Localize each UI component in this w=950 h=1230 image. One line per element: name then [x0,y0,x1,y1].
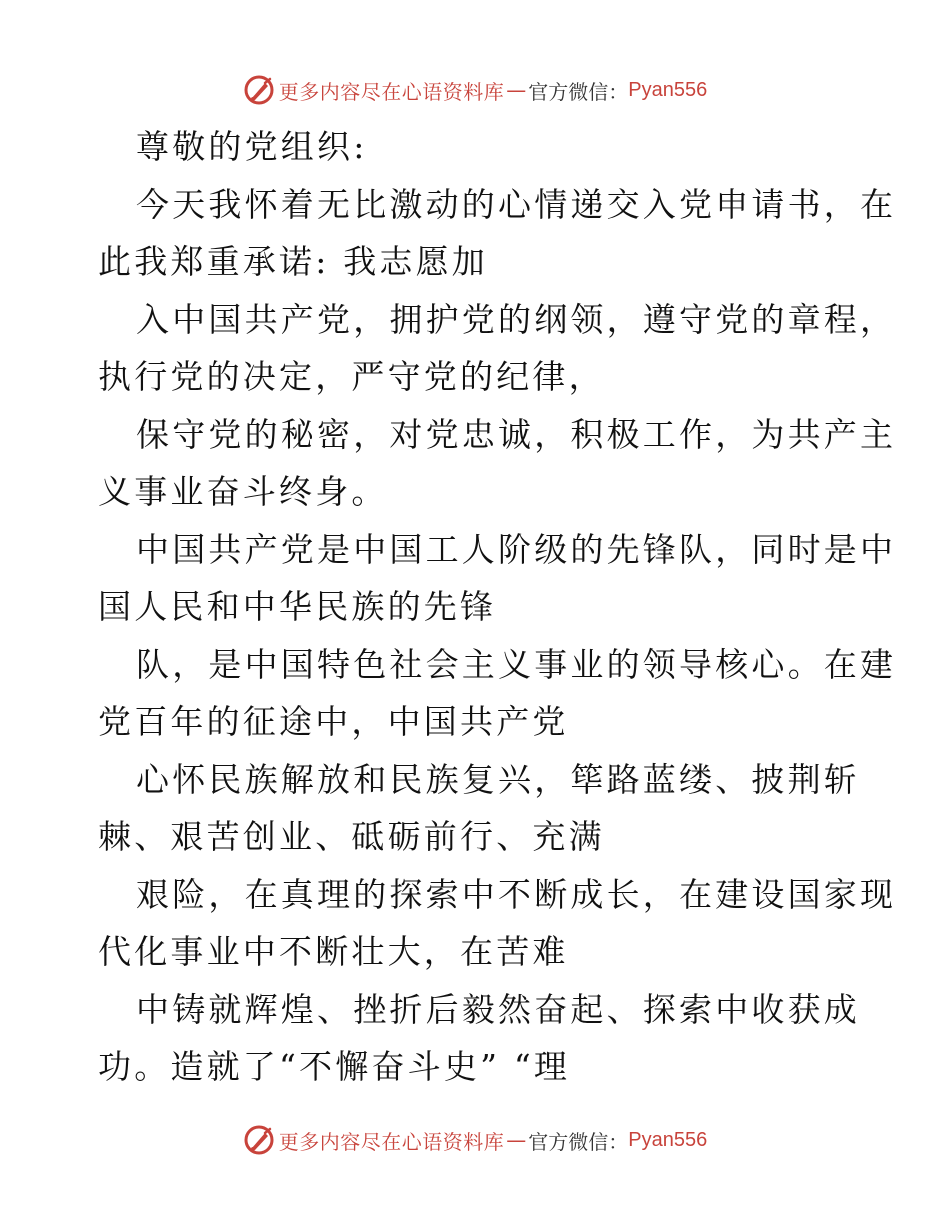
paragraph-line: 党百年的征途中，中国共产党 [98,702,569,741]
paragraph-line: 此我郑重承诺: 我志愿加 [98,242,489,281]
paragraph-line: 中铸就辉煌、挫折后毅然奋起、探索中收获成 [136,990,860,1029]
paragraph-line: 队，是中国特色社会主义事业的领导核心。在建 [136,645,897,684]
paragraph-line: 入中国共产党，拥护党的纲领，遵守党的章程， [136,300,897,339]
paragraph-line: 心怀民族解放和民族复兴，筚路蓝缕、披荆斩 [136,760,860,799]
paragraph-line: 尊敬的党组织: [136,127,368,166]
paragraph-line: 棘、艰苦创业、砥砺前行、充满 [98,817,605,856]
paragraph-line: 艰险，在真理的探索中不断成长，在建设国家现 [136,875,897,914]
quill-logo-icon [243,1124,275,1156]
banner-official-label: 官方微信： [528,1129,629,1154]
paragraph-line: 代化事业中不断壮大，在苦难 [98,932,569,971]
paragraph-line: 今天我怀着无比激动的心情递交入党申请书，在 [136,185,897,224]
paragraph-line: 国人民和中华民族的先锋 [98,587,497,626]
paragraph-line: 功。造就了“不懈奋斗史” “理 [98,1047,571,1086]
paragraph-line: 保守党的秘密，对党忠诚，积极工作，为共产主 [136,415,897,454]
banner-wechat-id: Pyan556 [628,78,708,101]
paragraph-line: 中国共产党是中国工人阶级的先锋队，同时是中 [136,530,897,569]
footer-banner [0,1122,950,1158]
banner-main-text: 更多内容尽在心语资料库 [278,79,505,104]
paragraph-line: 执行党的决定，严守党的纪律， [98,357,605,396]
quill-logo-icon [243,74,275,106]
banner-separator: — [506,1128,527,1152]
banner-wechat-id: Pyan556 [628,1128,708,1151]
header-banner [0,72,950,108]
paragraph-line: 义事业奋斗终身。 [98,472,388,511]
banner-separator: — [506,78,527,102]
banner-official-label: 官方微信： [528,79,629,104]
banner-main-text: 更多内容尽在心语资料库 [278,1129,505,1154]
